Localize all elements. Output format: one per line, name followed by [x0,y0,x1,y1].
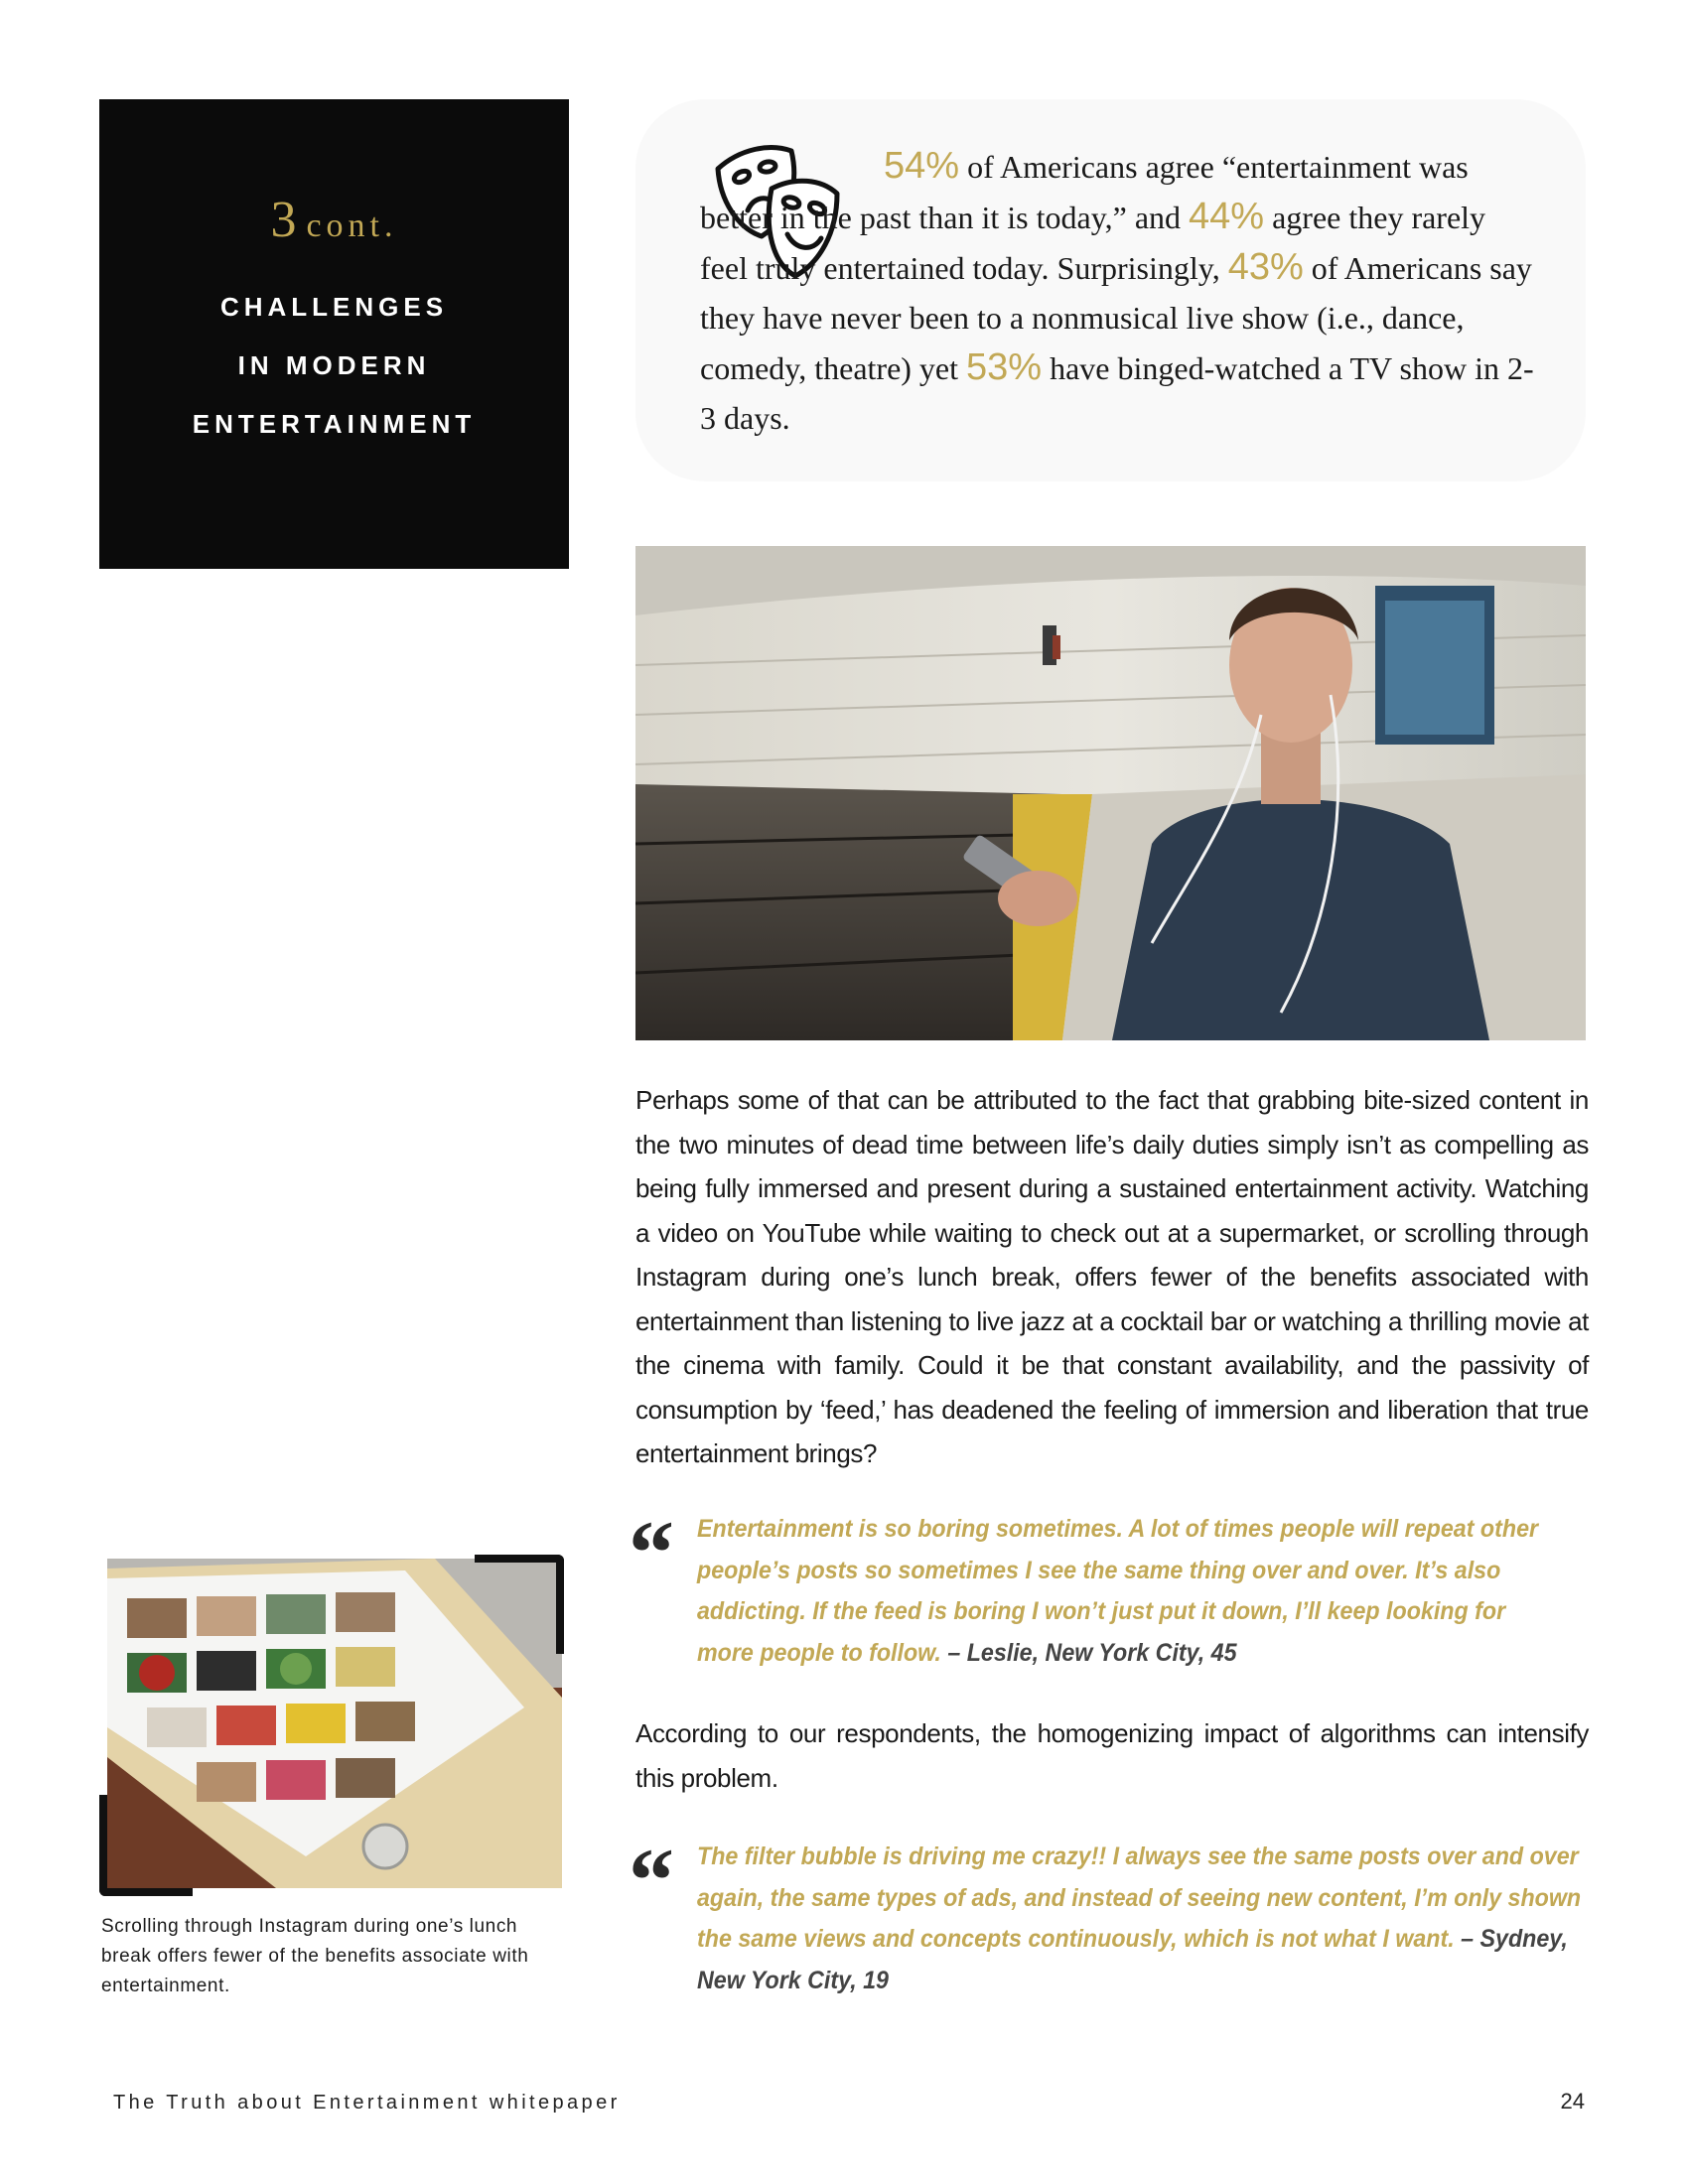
frame-bracket-bottom-left [99,1795,193,1896]
stat-pct-53: 53% [966,346,1043,388]
quote-text: The filter bubble is driving me crazy!! I always see the same posts over and over again, the same types of ads, and instead of seeing new content, I’m only shown the same views and concepts continuously, which is not what I want. [697,1843,1582,1953]
quote-mark-icon: “ [629,1502,674,1603]
section-title [99,278,569,454]
body-paragraph-1: Perhaps some of that can be attributed to the fact that grabbing bite-sized content in the two minutes of dead time between life’s daily duties simply isn’t as compelling as being fully immersed and present during a sustained entertainment activity. Watching a video on YouTube while waiting to check out at a supermarket, or scrolling through Instagram during one’s lunch break, offers fewer of the benefits associated with entertainment than listening to live jazz at a cocktail bar or watching a thrilling movie at the cinema with family. Could it be that constant availability, and the passivity of consumption by ‘feed,’ has deadened the feeling of immersion and liberation that true entertainment brings? [635,1085,1589,1468]
figure-caption: Scrolling through Instagram during one’s lunch break offers fewer of the benefits associate with entertainment. [101,1916,529,1996]
body-paragraph-2: According to our respondents, the homogenizing impact of algorithms can intensify this problem. [635,1718,1589,1793]
section-title-line-3: ENTERTAINMENT [192,409,477,439]
subway-man-phone-photo [635,546,1586,1040]
stat-text-2: agree they rarely feel truly entertained today. Surprisingly, [700,200,1486,286]
page-number: 24 [1560,2089,1585,2114]
quote-attribution: – Leslie, New York City, 45 [940,1638,1237,1667]
quote-leslie [697,1509,1556,1674]
quote-sydney [697,1837,1593,2001]
quote-text: Entertainment is so boring sometimes. A lot of times people will repeat other people’s posts so sometimes I see the same thing over and over. It’s also addicting. If the feed is boring I won’t just put it down, I’ll keep looking for more people to follow. [697,1515,1539,1667]
stat-text-1: of Americans agree “entertainment was better in the past than it is today,” and [700,149,1469,235]
quote-attribution: – Sydney, New York City, 19 [697,1925,1568,1994]
quote-mark-icon: “ [629,1830,674,1931]
stat-text-4: have binged-watched a TV show in 2-3 days. [700,350,1534,436]
stat-pct-44: 44% [1189,196,1265,237]
stat-text-3: of Americans say they have never been to a nonmusical live show (i.e., dance, comedy, theatre) yet [700,250,1532,386]
instagram-phone-figure [99,1549,576,1896]
stat-callout-panel [635,99,1586,481]
section-header-box [99,99,569,569]
section-title-line-2: IN MODERN [237,350,431,380]
stat-pct-54: 54% [884,145,960,187]
frame-bracket-top-right [475,1555,564,1654]
section-number-cont: cont. [306,207,398,244]
section-number [99,191,569,249]
section-number-digit: 3 [270,192,297,248]
footer-document-title: The Truth about Entertainment whitepaper [113,2092,621,2114]
stat-text [700,141,1534,443]
section-title-line-1: CHALLENGES [219,292,449,322]
stat-pct-43: 43% [1227,246,1304,288]
